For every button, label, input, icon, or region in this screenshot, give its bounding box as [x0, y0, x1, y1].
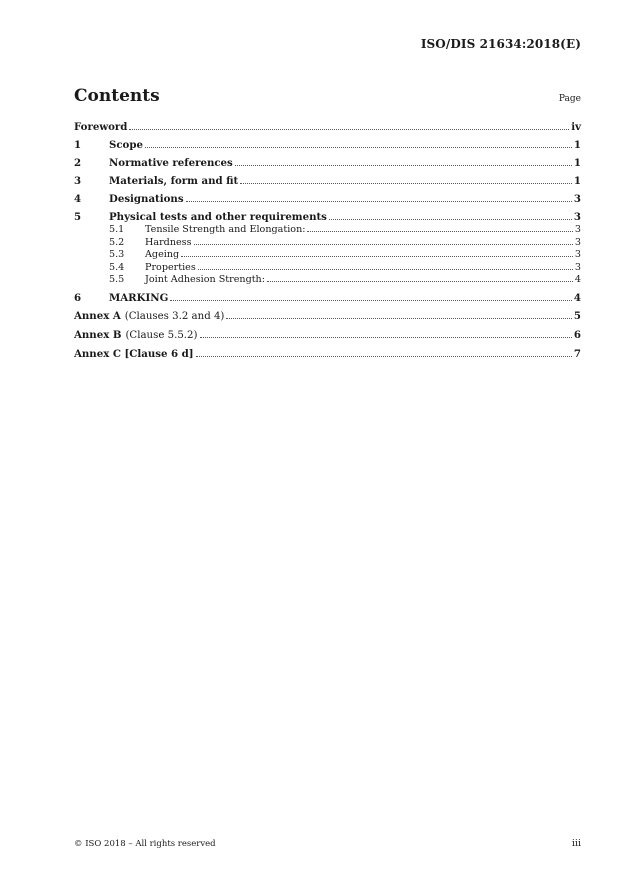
page-column-label: Page — [558, 94, 581, 104]
toc-number: 1 — [74, 139, 82, 151]
toc-label: Properties — [145, 261, 196, 273]
toc-entry-annex-b[interactable] — [74, 329, 581, 342]
toc-number: 3 — [74, 175, 82, 187]
toc-label: Annex A — [74, 309, 121, 322]
toc-number: 5.4 — [109, 261, 125, 273]
toc-subentry-tensile-strength[interactable] — [74, 223, 581, 236]
toc-leader — [200, 329, 572, 338]
toc-entry-materials[interactable] — [74, 175, 581, 187]
toc-label: Joint Adhesion Strength: — [145, 274, 265, 286]
toc-annex-note: (Clauses 3.2 and 4) — [124, 310, 225, 322]
toc-entry-scope[interactable] — [74, 139, 581, 151]
toc-page: 7 — [573, 347, 581, 360]
toc-label: Scope — [109, 139, 143, 151]
toc-subentry-hardness[interactable] — [74, 236, 581, 249]
copyright-notice: © ISO 2018 – All rights reserved — [74, 839, 216, 849]
toc-page: 3 — [574, 224, 581, 235]
toc-number: 5.3 — [109, 249, 125, 261]
toc-number: 5.1 — [109, 224, 125, 235]
toc-page: 1 — [573, 157, 581, 169]
toc-label: MARKING — [109, 291, 169, 304]
toc-label: Hardness — [145, 236, 192, 248]
toc-annex-note: (Clause 5.5.2) — [125, 329, 198, 341]
toc-page: 5 — [573, 309, 581, 322]
toc-entry-annex-a[interactable] — [74, 310, 581, 323]
toc-label: Ageing — [145, 249, 180, 261]
page-title: Contents — [74, 86, 160, 106]
toc-page: 6 — [573, 328, 581, 341]
contents-header — [74, 86, 581, 106]
toc-page: 1 — [573, 175, 581, 187]
toc-subentry-ageing[interactable] — [74, 248, 581, 261]
toc-number: 4 — [74, 193, 82, 205]
toc-leader — [186, 193, 572, 202]
toc-entry-normative-references[interactable] — [74, 157, 581, 169]
toc-number: 5.5 — [109, 274, 125, 286]
toc-page: 1 — [573, 139, 581, 151]
toc-entry-marking[interactable] — [74, 292, 581, 304]
toc-number: 5 — [74, 211, 82, 223]
toc-leader — [329, 211, 572, 220]
toc-leader — [181, 248, 573, 257]
toc-leader — [170, 292, 572, 301]
toc-page: 3 — [574, 249, 581, 261]
toc-label: Designations — [109, 193, 184, 205]
toc-label: Materials, form and fit — [109, 175, 239, 187]
toc-leader — [235, 157, 572, 166]
document-id: ISO/DIS 21634:2018(E) — [420, 37, 581, 51]
toc-page: iv — [571, 121, 581, 133]
toc-subentry-joint-adhesion[interactable] — [74, 273, 581, 286]
toc-number: 5.2 — [109, 236, 125, 248]
toc-leader — [198, 261, 573, 270]
toc-page: 3 — [574, 261, 581, 273]
toc-label: Physical tests and other requirements — [109, 211, 327, 223]
toc-subentry-properties[interactable] — [74, 261, 581, 274]
toc-leader — [226, 310, 571, 319]
toc-leader — [129, 121, 569, 130]
toc-entry-physical-tests[interactable] — [74, 211, 581, 223]
toc-number: 6 — [74, 291, 82, 304]
toc-leader — [145, 139, 572, 148]
toc-entry-designations[interactable] — [74, 193, 581, 205]
toc-leader — [267, 273, 573, 282]
toc-page: 3 — [573, 193, 581, 205]
toc-label: Annex C [Clause 6 d] — [74, 347, 194, 360]
toc-page: 3 — [573, 211, 581, 223]
page-number: iii — [571, 838, 581, 849]
toc-entry-annex-c[interactable] — [74, 348, 581, 360]
toc-leader — [240, 175, 572, 184]
toc-label: Tensile Strength and Elongation: — [145, 224, 306, 235]
toc-label: Foreword — [74, 121, 128, 133]
toc-number: 2 — [74, 157, 82, 169]
toc-label: Annex B — [74, 328, 122, 341]
toc-leader — [194, 236, 573, 245]
toc-page: 3 — [574, 236, 581, 248]
table-of-contents — [74, 121, 581, 366]
toc-label: Normative references — [109, 157, 233, 169]
toc-page: 4 — [574, 274, 581, 286]
toc-leader — [196, 348, 572, 357]
toc-page: 4 — [573, 291, 581, 304]
toc-leader — [307, 223, 572, 232]
toc-entry-foreword[interactable] — [74, 121, 581, 133]
